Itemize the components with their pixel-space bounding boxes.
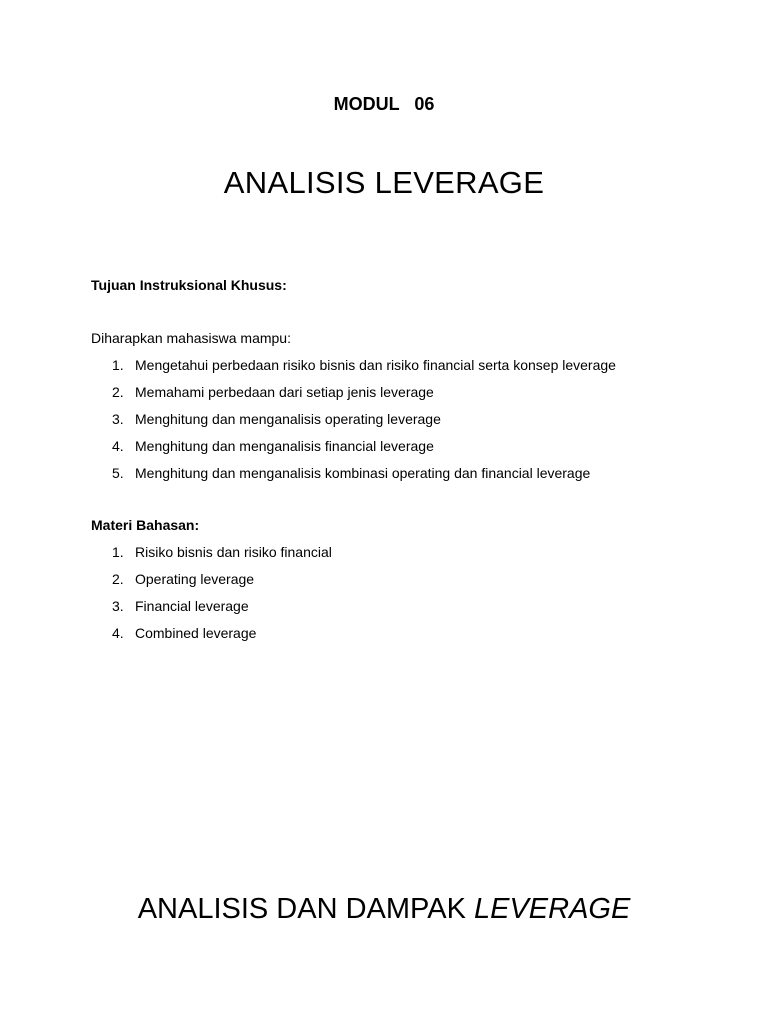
list-item	[112, 571, 332, 598]
list-item-text: Menghitung dan menganalisis kombinasi operating dan financial leverage	[135, 465, 591, 481]
list-item	[112, 625, 332, 652]
page-title: ANALISIS LEVERAGE	[223, 165, 545, 200]
list-item	[112, 465, 616, 492]
list-item-number: 3.	[112, 598, 124, 614]
list-item-number: 1.	[112, 357, 124, 373]
list-item-number: 2.	[112, 384, 124, 400]
list-item-number: 5.	[112, 465, 124, 481]
list-item	[112, 384, 616, 411]
list-item-text: Financial leverage	[135, 598, 249, 614]
list-item	[112, 598, 332, 625]
list-item-text: Risiko bisnis dan risiko financial	[135, 544, 332, 560]
list-item	[112, 411, 616, 438]
materi-list	[112, 544, 332, 652]
list-item-text: Combined leverage	[135, 625, 257, 641]
list-item-number: 4.	[112, 625, 124, 641]
list-item-text: Menghitung dan menganalisis financial leverage	[135, 438, 434, 454]
section-title-italic: LEVERAGE	[473, 893, 631, 925]
list-item-number: 3.	[112, 411, 124, 427]
list-item	[112, 438, 616, 465]
list-item-text: Operating leverage	[135, 571, 255, 587]
section-title	[0, 893, 768, 926]
list-item-number: 2.	[112, 571, 124, 587]
module-number: MODUL 06	[333, 94, 435, 114]
list-item-text: Memahami perbedaan dari setiap jenis leverage	[135, 384, 434, 400]
tujuan-heading: Tujuan Instruksional Khusus:	[91, 277, 287, 293]
tujuan-list	[112, 357, 616, 492]
list-item-number: 4.	[112, 438, 124, 454]
list-item-number: 1.	[112, 544, 124, 560]
list-item-text: Mengetahui perbedaan risiko bisnis dan risiko financial serta konsep leverage	[135, 357, 616, 373]
list-item	[112, 357, 616, 384]
tujuan-intro: Diharapkan mahasiswa mampu:	[91, 330, 291, 346]
materi-heading: Materi Bahasan:	[91, 517, 200, 533]
list-item	[112, 544, 332, 571]
section-title-plain: ANALISIS DAN DAMPAK	[137, 893, 474, 925]
list-item-text: Menghitung dan menganalisis operating leverage	[135, 411, 441, 427]
